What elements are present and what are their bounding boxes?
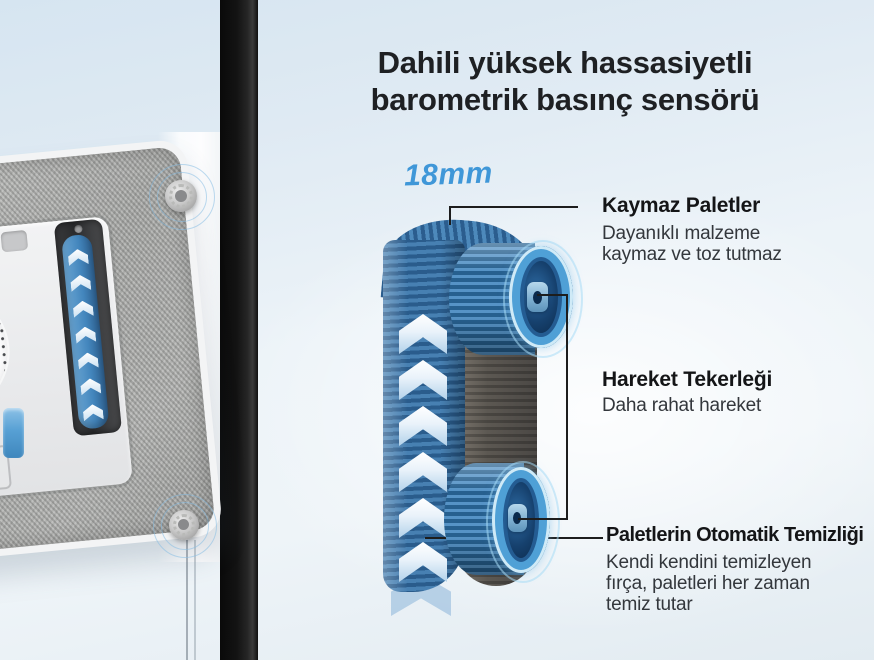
chevron-up-icon (80, 378, 101, 396)
callout-body-line: Dayanıklı malzeme (602, 223, 761, 244)
bracket-hareket (537, 294, 568, 296)
callout-body-line: temiz tutar (606, 594, 693, 615)
callout-body-line: fırça, paletleri her zaman (606, 573, 810, 594)
axle-hole-icon (533, 291, 542, 304)
bracket-hareket (566, 294, 568, 520)
glass-edge-line (194, 540, 196, 660)
callout-title: Kaymaz Paletler (602, 194, 761, 217)
wheel-hub-icon (178, 519, 189, 530)
callout-body-line: Kendi kendini temizleyen (606, 552, 812, 573)
callout-title: Hareket Tekerleği (602, 368, 773, 391)
callout-body-line: kaymaz ve toz tutmaz (602, 244, 782, 265)
chevron-up-icon (82, 403, 103, 421)
chevron-up-icon (67, 248, 88, 266)
page-title-line2: barometrik basınç sensörü (370, 82, 760, 117)
device-vent (0, 230, 28, 252)
leader-line-kaymaz (449, 206, 578, 208)
page-title-line1: Dahili yüksek hassasiyetli (377, 45, 753, 80)
blue-clip (3, 408, 24, 458)
bracket-hareket (518, 518, 568, 520)
chevron-up-icon (75, 326, 96, 344)
callout-kaymaz-paletler (602, 194, 782, 265)
callout-palet-temizligi (606, 524, 863, 615)
callout-hareket-tekerlegi (602, 368, 772, 416)
chevron-up-icon (70, 274, 91, 292)
callout-body-line: Daha rahat hareket (602, 395, 762, 416)
chevron-up-icon (72, 300, 93, 318)
chevron-up-icon (77, 352, 98, 370)
dimension-label: 18mm (403, 156, 494, 193)
callout-title: Paletlerin Otomatik Temizliği (606, 524, 864, 546)
leader-line-kaymaz (449, 206, 451, 225)
wheel-hub-icon (175, 190, 187, 202)
page-title (328, 44, 802, 118)
window-frame-bar (220, 0, 258, 660)
glass-edge-line (186, 540, 188, 660)
